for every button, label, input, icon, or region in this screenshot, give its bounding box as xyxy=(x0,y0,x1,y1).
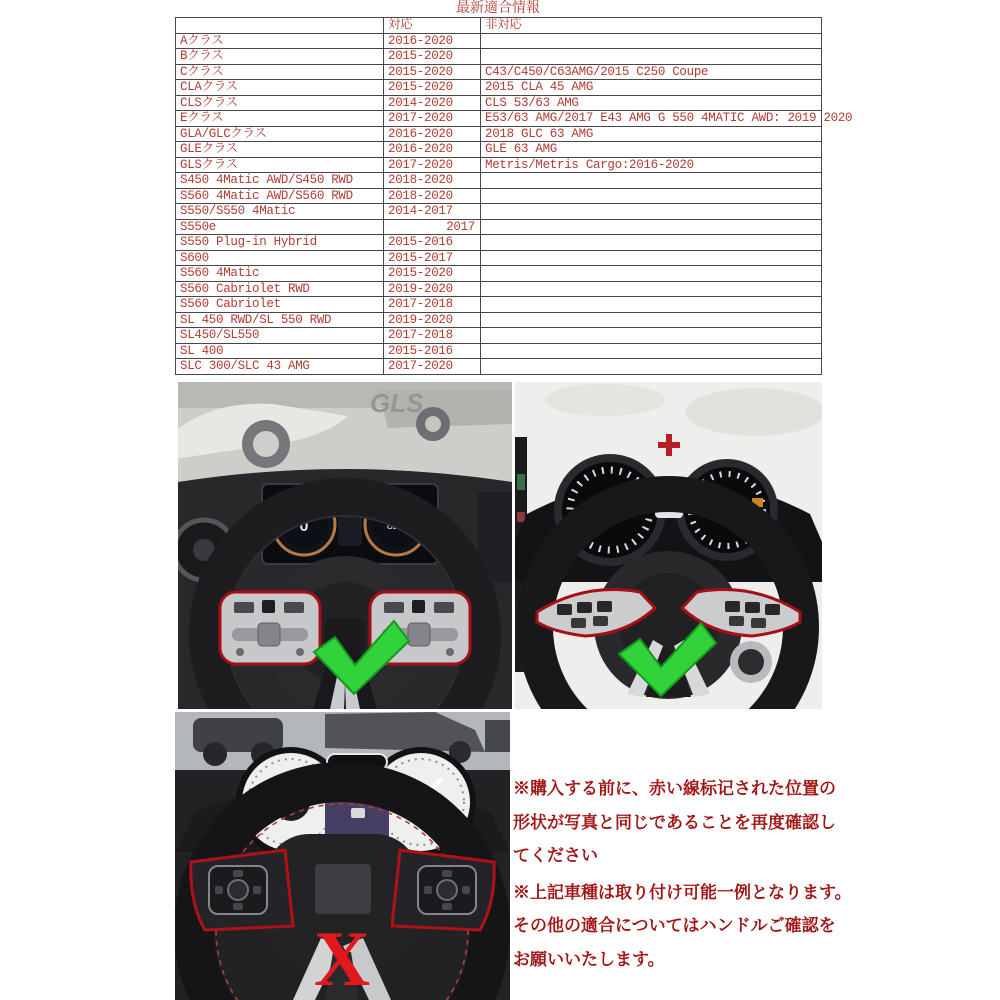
photo-wheel-digital-cluster-ok xyxy=(178,382,512,709)
model-cell: SLC 300/SLC 43 AMG xyxy=(176,359,384,375)
table-row xyxy=(176,359,822,375)
unsupported-cell: 2018 GLC 63 AMG xyxy=(481,126,822,142)
table-row xyxy=(176,235,822,251)
compat-table-body xyxy=(176,18,853,375)
warning-paragraph-2 xyxy=(513,876,858,977)
model-cell: Cクラス xyxy=(176,64,384,80)
supported-cell: 2019-2020 xyxy=(384,281,481,297)
table-row xyxy=(176,281,822,297)
supported-cell: 2017-2020 xyxy=(384,157,481,173)
table-row xyxy=(176,49,822,65)
supported-cell: 2017-2020 xyxy=(384,111,481,127)
unsupported-cell xyxy=(481,359,822,375)
warning-line: 形状が写真と同じであることを再度確認し xyxy=(513,812,836,832)
model-cell: S450 4Matic AWD/S450 RWD xyxy=(176,173,384,189)
unsupported-cell: E53/63 AMG/2017 E43 AMG G 550 4MATIC AWD: 2019 2020 xyxy=(481,111,822,127)
unsupported-cell xyxy=(481,297,822,313)
table-row xyxy=(176,64,822,80)
table-row xyxy=(176,126,822,142)
unsupported-cell xyxy=(481,49,822,65)
table-header-row xyxy=(176,18,822,34)
watermark-text: GLS xyxy=(370,388,424,418)
supported-cell: 2015-2017 xyxy=(384,250,481,266)
model-cell: S560 Cabriolet xyxy=(176,297,384,313)
model-cell: SL450/SL550 xyxy=(176,328,384,344)
supported-cell: 2014-2017 xyxy=(384,204,481,220)
table-row xyxy=(176,250,822,266)
supported-cell: 2015-2016 xyxy=(384,343,481,359)
model-cell: Bクラス xyxy=(176,49,384,65)
model-cell: CLAクラス xyxy=(176,80,384,96)
table-row xyxy=(176,142,822,158)
model-cell: SL 450 RWD/SL 550 RWD xyxy=(176,312,384,328)
model-cell: GLA/GLCクラス xyxy=(176,126,384,142)
table-row xyxy=(176,219,822,235)
model-cell: S560 Cabriolet RWD xyxy=(176,281,384,297)
model-cell: S600 xyxy=(176,250,384,266)
supported-cell: 2015-2020 xyxy=(384,266,481,282)
compatibility-table xyxy=(175,17,853,375)
supported-cell: 2017-2020 xyxy=(384,359,481,375)
unsupported-cell: CLS 53/63 AMG xyxy=(481,95,822,111)
left-button-pod-highlighted xyxy=(191,850,293,930)
unsupported-cell xyxy=(481,312,822,328)
warning-line: ※購入する前に、赤い線标记された位置の xyxy=(513,779,836,798)
table-row xyxy=(176,343,822,359)
supported-cell: 2015-2020 xyxy=(384,49,481,65)
header-supported: 対応 xyxy=(384,18,481,34)
supported-cell: 2018-2020 xyxy=(384,173,481,189)
supported-cell: 2015-2016 xyxy=(384,235,481,251)
model-cell: S550/S550 4Matic xyxy=(176,204,384,220)
table-row xyxy=(176,204,822,220)
unsupported-cell xyxy=(481,266,822,282)
supported-cell: 2019-2020 xyxy=(384,312,481,328)
table-row xyxy=(176,157,822,173)
warning-text-block xyxy=(513,772,858,976)
page-title: 最新適合情報 xyxy=(456,1,540,17)
unsupported-cell xyxy=(481,235,822,251)
unsupported-cell xyxy=(481,188,822,204)
table-row xyxy=(176,312,822,328)
right-button-pod-highlighted xyxy=(392,850,494,930)
unsupported-cell: GLE 63 AMG xyxy=(481,142,822,158)
model-cell: GLEクラス xyxy=(176,142,384,158)
table-row xyxy=(176,188,822,204)
warning-line: お願いいたします。 xyxy=(513,949,665,969)
unsupported-cell xyxy=(481,328,822,344)
unsupported-cell xyxy=(481,219,822,235)
header-unsupported: 非対応 xyxy=(481,18,822,34)
supported-cell: 2017 xyxy=(384,219,481,235)
steering-wheel-photo-1 xyxy=(178,382,512,709)
warning-line: てください xyxy=(513,846,598,865)
model-cell: S550e xyxy=(176,219,384,235)
unsupported-cell xyxy=(481,343,822,359)
model-cell: GLSクラス xyxy=(176,157,384,173)
model-cell: S550 Plug-in Hybrid xyxy=(176,235,384,251)
left-button-pod-highlighted xyxy=(220,592,320,664)
model-cell: S560 4Matic AWD/S560 RWD xyxy=(176,188,384,204)
model-cell: S560 4Matic xyxy=(176,266,384,282)
rpm-readout: 820 xyxy=(386,520,406,532)
unsupported-cell xyxy=(481,33,822,49)
x-icon: X xyxy=(313,915,371,1000)
photo-wheel-analog-cluster-ok xyxy=(515,382,822,709)
unsupported-cell xyxy=(481,250,822,266)
steering-wheel-photo-3 xyxy=(175,712,510,1000)
supported-cell: 2016-2020 xyxy=(384,33,481,49)
speed-readout: 0 xyxy=(299,518,309,535)
supported-cell: 2015-2020 xyxy=(384,64,481,80)
supported-cell: 2017-2018 xyxy=(384,328,481,344)
model-cell: CLSクラス xyxy=(176,95,384,111)
table-row xyxy=(176,33,822,49)
model-cell: Eクラス xyxy=(176,111,384,127)
warning-paragraph-1 xyxy=(513,772,858,873)
supported-cell: 2015-2020 xyxy=(384,80,481,96)
table-row xyxy=(176,95,822,111)
supported-cell: 2017-2018 xyxy=(384,297,481,313)
table-row xyxy=(176,80,822,96)
unsupported-cell xyxy=(481,204,822,220)
supported-cell: 2016-2020 xyxy=(384,142,481,158)
unsupported-cell: C43/C450/C63AMG/2015 C250 Coupe xyxy=(481,64,822,80)
unsupported-cell xyxy=(481,281,822,297)
photo-wheel-old-style-not-ok xyxy=(175,712,510,1000)
warning-line: ※上記車種は取り付け可能一例となります。 xyxy=(513,882,852,902)
table-row xyxy=(176,297,822,313)
table-row xyxy=(176,266,822,282)
table-row xyxy=(176,328,822,344)
supported-cell: 2014-2020 xyxy=(384,95,481,111)
supported-cell: 2018-2020 xyxy=(384,188,481,204)
unsupported-cell: 2015 CLA 45 AMG xyxy=(481,80,822,96)
supported-cell: 2016-2020 xyxy=(384,126,481,142)
table-row xyxy=(176,173,822,189)
table-row xyxy=(176,111,822,127)
unsupported-cell xyxy=(481,173,822,189)
header-model xyxy=(176,18,384,34)
model-cell: SL 400 xyxy=(176,343,384,359)
unsupported-cell: Metris/Metris Cargo:2016-2020 xyxy=(481,157,822,173)
warning-line: その他の適合についてはハンドルご確認を xyxy=(513,916,836,935)
steering-wheel-photo-2 xyxy=(515,382,822,709)
model-cell: Aクラス xyxy=(176,33,384,49)
